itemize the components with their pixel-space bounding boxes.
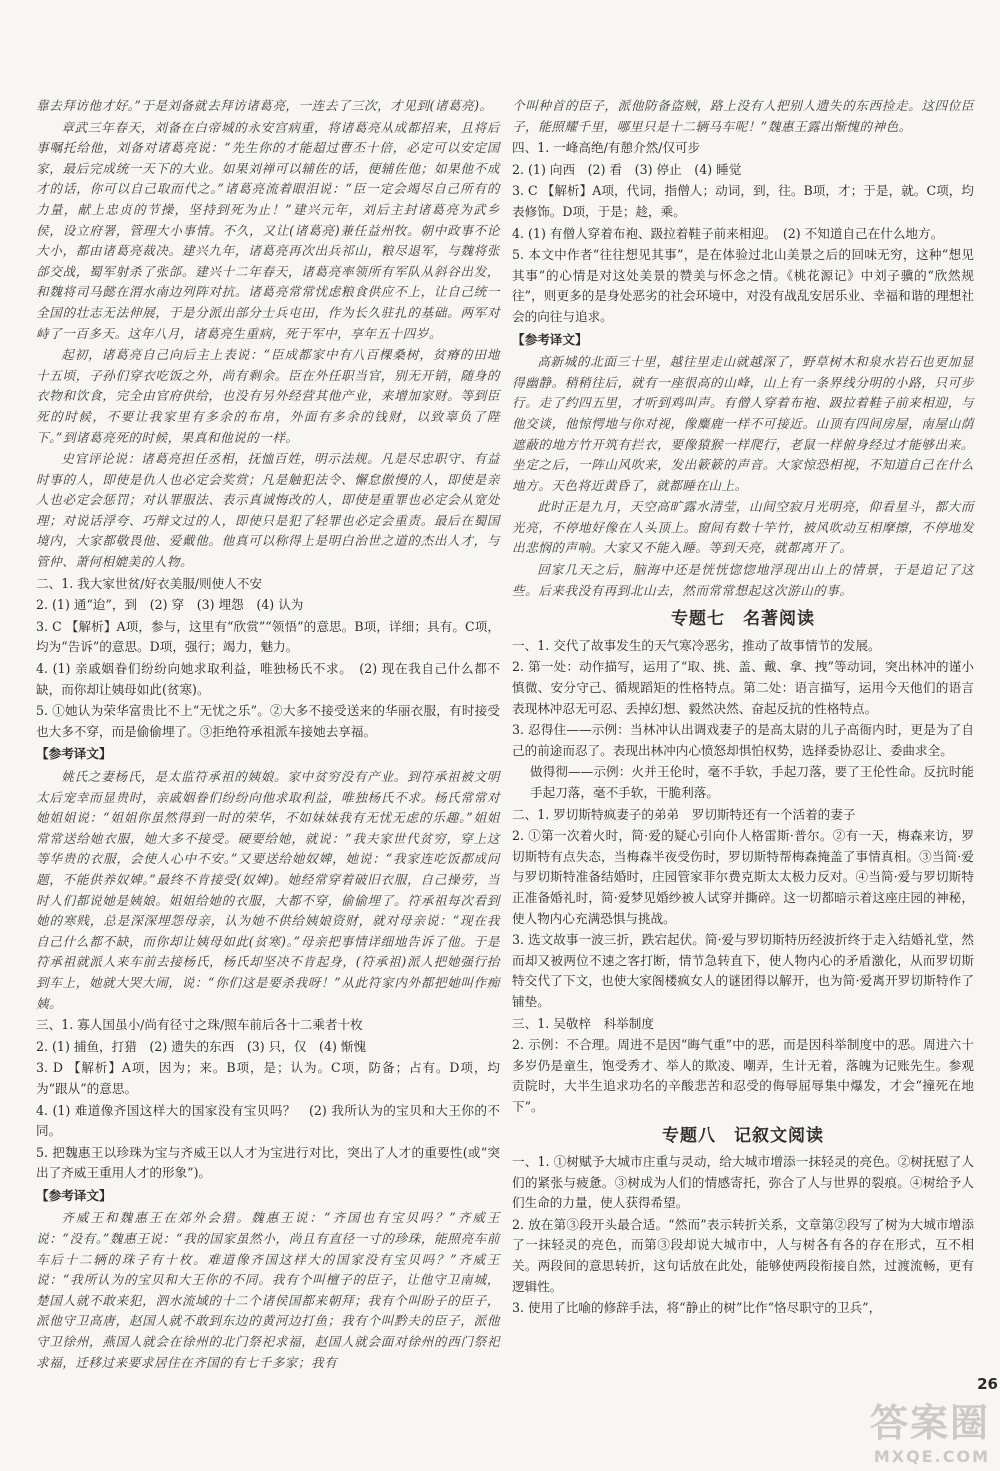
answer-line: 3. D 【解析】A项，因为；来。B项，是；认为。C项，防备；占有。D项，均为“跟从”的意思。 xyxy=(36,1060,500,1096)
reference-translation-label: 【参考译文】 xyxy=(512,331,588,347)
paragraph: 史官评论说：诸葛亮担任丞相，抚恤百姓，明示法规。凡是尽忠职守、有益时事的人，即使是仇人也必定会奖赏；凡是触犯法令、懈怠傲慢的人，即使是亲人也必定会惩罚；对认罪服法、表示真诚悔改的人，即使是重罪也必定会从宽处理；对说话浮夸、巧辩文过的人，即使只是犯了轻罪也必定会重责。最后在蜀国境内，大家都敬畏他、爱戴他。他真可以称得上是明白治世之道的杰出人才，与管仲、萧何相媲美的人物。 xyxy=(36,451,500,570)
watermark-url: MXQE.COM xyxy=(873,1447,990,1466)
paragraph: 回家几天之后，脑海中还是恍恍惚惚地浮现出山上的情景，于是追记了这些。后来我没有再到北山去，然而常常想起这次游山的事。 xyxy=(512,562,974,598)
answer-line: 2. (1) 向西 (2) 看 (3) 停止 (4) 睡觉 xyxy=(512,161,742,177)
answer-line: 4. (1) 难道像齐国这样大的国家没有宝贝吗？ (2) 我所认为的宝贝和大王你的不同。 xyxy=(36,1102,500,1139)
reference-translation-label: 【参考译文】 xyxy=(36,1187,112,1203)
answer-line: 5. ①她认为荣华富贵比不上“无忧之乐”。②大多不接受送来的华丽衣服，有时接受也大多不穿，而是偷偷埋了。③拒绝符承祖派车接她去享福。 xyxy=(36,703,500,739)
answer-line: 4. (1) 亲戚姻眷们纷纷向她求取利益，唯独杨氏不求。 (2) 现在我自己什么都不缺，而你却让姨母如此(贫寒)。 xyxy=(36,661,500,697)
answer-line: 做得彻——示例：火并王伦时，毫不手软，手起刀落，要了王伦性命。反抗时能手起刀落，毫不手软，干脆利落。 xyxy=(530,764,974,800)
paragraph: 章武三年春天，刘备在白帝城的永安宫病重，将诸葛亮从成都招来，且将后事嘱托给他，刘备对诸葛亮说：“先生你的才能超过曹丕十倍，必定可以安定国家，最后完成统一天下的大业。如果刘禅可以辅佐的话，便辅佐他；如果他不成才的话，你可以自己取而代之。”诸葛亮流着眼泪说：“臣一定会竭尽自己所有的力量，献上忠贞的节操，坚持到死为止！”建兴元年，刘后主封诸葛亮为武乡侯，设立府署，管理大小事情。不久，又让(诸葛亮)兼任益州牧。朝中政事不论大小，都由诸葛亮裁决。建兴九年，诸葛亮再次出兵祁山，粮尽退军，与魏将张郃交战，蜀军射杀了张郃。建兴十二年春天，诸葛亮率领所有军队从斜谷出发，和魏将司马懿在渭水南边列阵对抗。诸葛亮常常忧虑粮食供应不上，让自己统一全国的壮志无法伸展，于是分派出部分士兵屯田，作为长久驻扎的基础。两军对峙了一百多天。这年八月，诸葛亮生重病，死于军中，享年五十四岁。 xyxy=(36,119,500,341)
answer-line: 5. 把魏惠王以珍珠为宝与齐威王以人才为宝进行对比，突出了人才的重要性(或“突出了齐威王重用人才的形象”)。 xyxy=(36,1144,500,1181)
answer-line: 2. 示例：不合理。周进不是因“晦气重”中的恶，而是因科举制度中的恶。周进六十多岁仍是童生，饱受秀才、举人的欺凌、嘲弄，生计无着，落魄为记账先生。参观贡院时，大半生追求功名的辛酸悲苦和忍受的侮辱屈辱集中爆发，才会“撞死在地下”。 xyxy=(512,1037,974,1114)
answer-line: 2. ①第一次着火时，简·爱的疑心引向仆人格雷斯·普尔。②有一天，梅森来访，罗切斯特有点失态，当梅森半夜受伤时，罗切斯特帮梅森掩盖了事情真相。③当简·爱与罗切斯特准备结婚时，庄园管家菲尔费克斯太太极力反对。④当简·爱与罗切斯特正准备婚礼时，简·爱梦见婚纱被人试穿并撕碎。这一切都暗示着这座庄园的神秘，使人物内心充满恐惧与挑战。 xyxy=(512,828,974,926)
answer-line: 一、1. ①树赋予大城市庄重与灵动，给大城市增添一抹轻灵的亮色。②树抚慰了人们的紧张与疲惫。③树成为人们的情感寄托，弥合了人与世界的裂痕。④树给予人们生命的力量，使人获得希望。 xyxy=(512,1154,974,1211)
answer-line: 一、1. 交代了故事发生的天气寒冷恶劣，推动了故事情节的发展。 xyxy=(512,637,881,653)
answer-line: 4. (1) 有僧人穿着布袍、趿拉着鞋子前来相迎。 (2) 不知道自己在什么地方。 xyxy=(512,225,944,241)
answer-line: 3. C 【解析】A项，代词，指僧人；动词，到，往。B项，才；于是，就。C项，均表修饰。D项，于是；趁，乘。 xyxy=(512,183,974,219)
watermark-logo xyxy=(790,1392,990,1466)
paragraph: 齐威王和魏惠王在郊外会猎。魏惠王说：“齐国也有宝贝吗？”齐威王说：“没有。”魏惠王说：“我的国家虽然小，尚且有直径一寸的珍珠，能照亮车前车后十二辆的珠子有十枚。难道像齐国这样大的国家没有宝贝吗？”齐威王说：“我所认为的宝贝和大王你的不同。我有个叫檀子的臣子，让他守卫南城，楚国人就不敢来犯，泗水流域的十二个诸侯国都来朝拜；我有个叫盼子的臣子，派他守卫高唐，赵国人就不敢到东边的黄河边打鱼；我有个叫黔夫的臣子，派他守卫徐州，燕国人就会在徐州的北门祭祀求福，赵国人就会面对徐州的西门祭祀求福，迁移过来要求居住在齐国的有七千多家；我有 xyxy=(36,1210,500,1370)
answer-line: 三、1. 吴敬梓 科举制度 xyxy=(512,1015,654,1031)
paragraph: 靠去拜访他才好。”于是刘备就去拜访诸葛亮，一连去了三次，才见到(诸葛亮)。 xyxy=(36,98,493,113)
answer-line: 二、1. 我大家世贫/好衣美服/则使人不安 xyxy=(36,575,263,591)
answer-line: 三、1. 寡人国虽小/尚有径寸之珠/照车前后各十二乘者十枚 xyxy=(36,1017,363,1033)
paragraph: 此时正是九月，天空高旷露水清莹，山间空寂月光明亮，仰看星斗，都大而光亮，不停地好像在人头顶上。窗间有数十竿竹，被风吹动互相摩擦，不停地发出悲悯的声响。大家又不能入睡。等到天亮，就都离开了。 xyxy=(512,499,974,556)
answer-line: 2. (1) 通“迨”，到 (2) 穿 (3) 埋怨 (4) 认为 xyxy=(36,597,304,613)
paragraph: 姚氏之妻杨氏，是太监符承祖的姨娘。家中贫穷没有产业。到符承祖被文明太后宠幸而显贵时，亲戚姻眷们纷纷向他求取利益，唯独杨氏不求。杨氏常常对她姐姐说：“姐姐你虽然得到一时的荣华，不如妹妹我有无忧无虑的乐趣。”姐姐常常送给她衣服，她大多不接受。硬要给她，就说：“我夫家世代贫穷，穿上这等华贵的衣服，会使人心中不安。”又要送给她奴婢，她说：“我家连吃饭都成问题，不能供养奴婢。”最终不肯接受(奴婢)。她经常穿着破旧衣服，自己操劳，当时人们都说她是姨娘。姐姐给她的衣服，大都不穿，偷偷埋了。符承祖每次看到她的寒贱，总是深深埋怨母亲，认为她不供给姨娘资财，就对母亲说：“现在我自己什么都不缺，而你却让姨母如此(贫寒)。”母亲把事情详细地告诉了他。于是符承祖就派人来车前去接杨氏，杨氏却坚决不肯起身，(符承祖)派人把她强行抬到车上，她就大哭大闹，说：“你们这是要杀我呀！”从此符家内外都把她叫作痴姨。 xyxy=(36,769,500,1011)
answer-line: 2. 第一处：动作描写，运用了“取、挑、盖、戴、拿、拽”等动词，突出林冲的谨小慎微、安分守己、循规蹈矩的性格特点。第二处：语言描写，运用今天他们的语言表现林冲忍无可忍、丢掉幻想、毅然决然、奋起反抗的性格特点。 xyxy=(512,659,974,716)
answer-line: 二、1. 罗切斯特疯妻子的弟弟 罗切斯特还有一个活着的妻子 xyxy=(512,806,856,822)
answer-line: 3. 选文故事一波三折，跌宕起伏。简·爱与罗切斯特历经波折终于走入结婚礼堂，然而却又被两位不速之客打断，情节急转直下，使人物内心的矛盾激化，从而罗切斯特交代了下文，也使大家阁楼疯女人的谜团得以解开，也为简·爱离开罗切斯特作了铺垫。 xyxy=(512,932,974,1009)
section-heading: 专题八 记叙文阅读 xyxy=(662,1125,824,1146)
reference-translation-label: 【参考译文】 xyxy=(36,746,112,762)
answer-line: 3. C 【解析】A项，参与，这里有“欣赏”“领悟”的意思。B项，详细；具有。C项，均为“告诉”的意思。D项，强行；竭力，魅力。 xyxy=(36,618,500,655)
watermark-text: 答案圈 xyxy=(869,1401,990,1445)
left-column xyxy=(36,96,500,1374)
paragraph: 起初，诸葛亮自己向后主上表说：“臣成都家中有八百棵桑树，贫瘠的田地十五顷，子孙们穿衣吃饭之外，尚有剩余。臣在外任职当官，别无开销，随身的衣物和饮食，完全由官府供给，也没有另外经营其他产业，来增加家财。等到臣死的时候，不要让我家里有多余的布帛，外面有多余的钱财，以致辜负了陛下。”到诸葛亮死的时候，果真和他说的一样。 xyxy=(36,347,500,445)
paragraph: 个叫种首的臣子，派他防备盗贼，路上没有人把别人遗失的东西捡走。这四位臣子，能照耀千里，哪里只是十二辆马车呢！”魏惠王露出惭愧的神色。 xyxy=(512,98,974,134)
answer-line: 3. 忍得住——示例：当林冲认出调戏妻子的是高太尉的儿子高衙内时，更是为了自己的前途而忍了。表现出林冲内心愤怒却惧怕权势，选择委协忍让、委曲求全。 xyxy=(512,722,974,758)
section-heading: 专题七 名著阅读 xyxy=(671,609,815,630)
answer-line: 2. (1) 捕鱼，打猎 (2) 遗失的东西 (3) 只，仅 (4) 惭愧 xyxy=(36,1038,367,1054)
right-column xyxy=(512,96,974,1320)
answer-line: 3. 使用了比喻的修辞手法，将“静止的树”比作“恪尽职守的卫兵”， xyxy=(512,1300,882,1316)
paragraph: 高新城的北面三十里，越往里走山就越深了，野草树木和泉水岩石也更加显得幽静。稍稍往后，就有一座很高的山峰，山上有一条界线分明的小路，只可步行。走了约四五里，才听到鸡叫声。有僧人穿着布袍、趿拉着鞋子前来相迎，与他交谈，他惊愕地与你对视，像麋鹿一样不可接近。山顶有四间房屋，南屋山荫遮蔽的地方竹开筑有拦衣，要像猿猴一样爬行，老鼠一样俯身经过才能够出来。坐定之后，一阵山风吹来，发出簌簌的声音。大家惊恐相视，不知道自己在什么地方。天色将近黄昏了，就都睡在山上。 xyxy=(512,354,974,493)
answer-line: 2. 放在第③段开头最合适。“然而”表示转折关系，文章第②段写了树为大城市增添了一抹轻灵的亮色，而第③段却说大城市中，人与树各有各的存在形式，互不相关。两段间的意思转折，这句话放在此处，能够使两段衔接自然，过渡流畅，更有逻辑性。 xyxy=(512,1216,974,1294)
answer-line: 5. 本文中作者“往往想见其事”，是在体验过北山美景之后的回味无穷，这种“想见其事”的心情是对这处美景的赞美与怀念之情。《桃花源记》中刘子骥的“欣然规往”，则更多的是身处恶劣的社会环境中，对没有战乱安居乐业、幸福和谐的理想社会的向往与追求。 xyxy=(512,247,974,324)
answer-line: 四、1. 一峰高绝/有憩介然/仅可步 xyxy=(512,140,701,156)
page-number: 26 xyxy=(977,1375,998,1393)
